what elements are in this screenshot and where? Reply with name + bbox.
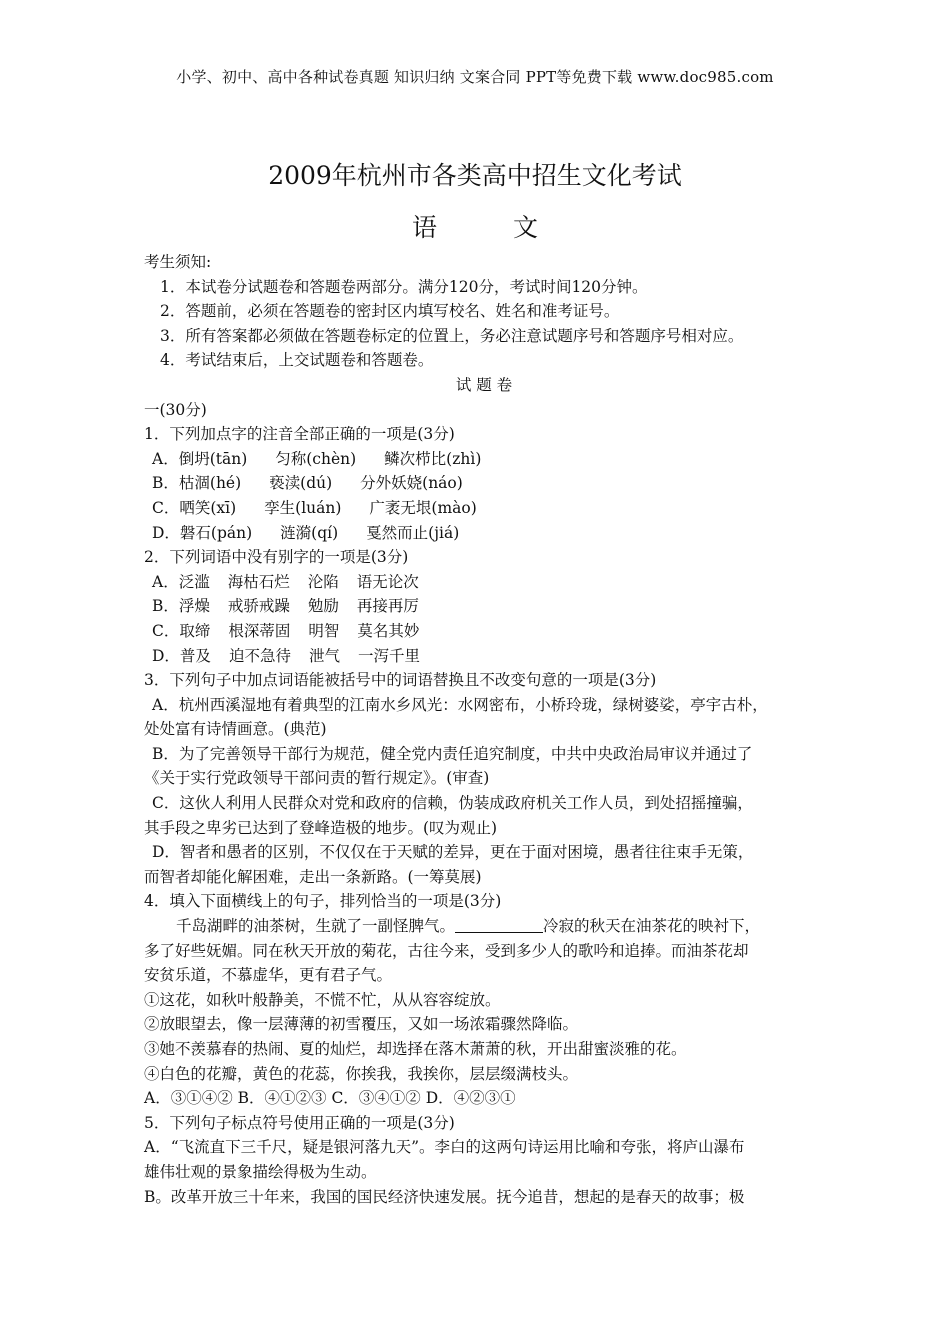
q5-option-b-line1: B。改革开放三十年来，我国的国民经济快速发展。抚今追昔，想起的是春天的故事；极 bbox=[144, 1187, 745, 1206]
q5-option-a-line1: A．“飞流直下三千尺，疑是银河落九天”。李白的这两句诗运用比喻和夸张，将庐山瀑布 bbox=[144, 1138, 745, 1157]
q4-sentence-4: ④白色的花瓣，黄色的花蕊，你挨我，我挨你，层层缀满枝头。 bbox=[144, 1064, 579, 1083]
q2-option-c: C．取缔 根深蒂固 明智 莫名其妙 bbox=[152, 621, 420, 640]
q5-option-a-line2: 雄伟壮观的景象描绘得极为生动。 bbox=[144, 1162, 377, 1181]
q3-option-b-line2: 《关于实行党政领导干部问责的暂行规定》。(审查) bbox=[144, 769, 490, 788]
notice-label: 考生须知: bbox=[144, 253, 212, 271]
exam-title: 2009年杭州市各类高中招生文化考试 bbox=[268, 161, 682, 190]
q4-answer-options: A．③①④② B．④①②③ C．③④①② D．④②③① bbox=[144, 1089, 516, 1108]
question-4-stem: 4．填入下面横线上的句子，排列恰当的一项是(3分) bbox=[144, 892, 502, 911]
notice-item: 2．答题前，必须在答题卷的密封区内填写校名、姓名和准考证号。 bbox=[160, 302, 620, 321]
q4-sentence-3: ③她不羡慕春的热闹、夏的灿烂，却选择在落木萧萧的秋，开出甜蜜淡雅的花。 bbox=[144, 1040, 687, 1058]
q2-option-a: A．泛滥 海枯石烂 沦陷 语无论次 bbox=[152, 572, 419, 591]
q4-passage-line1: 千岛湖畔的油茶树，生就了一副怪脾气。 冷寂的秋天在油茶花的映衬下， bbox=[176, 917, 761, 936]
subject-char-1: 语 bbox=[411, 213, 437, 242]
paper-label: 试 题 卷 bbox=[455, 375, 513, 394]
q2-option-b: B．浮燥 戒骄戒躁 勉励 再接再厉 bbox=[152, 597, 419, 616]
subject-char-2: 文 bbox=[513, 213, 539, 242]
question-3-stem: 3．下列句子中加点词语能被括号中的词语替换且不改变句意的一项是(3分) bbox=[144, 671, 657, 690]
q3-option-b-line1: B．为了完善领导干部行为规范，健全党内责任追究制度，中共中央政治局审议并通过了 bbox=[152, 744, 753, 763]
q3-option-a-line1: A．杭州西溪湿地有着典型的江南水乡风光：水网密布，小桥玲珑，绿树婆娑，亭宇古朴， bbox=[152, 695, 768, 714]
notice-item: 4．考试结束后，上交试题卷和答题卷。 bbox=[160, 351, 434, 370]
notice-item: 3．所有答案都必须做在答题卷标定的位置上，务必注意试题序号和答题序号相对应。 bbox=[160, 326, 744, 345]
question-5-stem: 5．下列句子标点符号使用正确的一项是(3分) bbox=[144, 1113, 455, 1132]
q3-option-d-line2: 而智者却能化解困难，走出一条新路。(一筹莫展) bbox=[144, 867, 482, 886]
answer-blank bbox=[455, 918, 543, 933]
q1-option-c: C．哂笑(xī) 孪生(luán) 广袤无垠(mào) bbox=[152, 498, 477, 517]
notice-item: 1．本试卷分试题卷和答题卷两部分。满分120分，考试时间120分钟。 bbox=[160, 277, 648, 296]
q1-option-b: B．枯涸(hé) 亵渎(dú) 分外妖娆(náo) bbox=[152, 474, 463, 493]
q4-sentence-2: ②放眼望去，像一层薄薄的初雪覆压，又如一场浓霜骤然降临。 bbox=[144, 1015, 579, 1034]
q1-option-d: D．磐石(pán) 涟漪(qí) 戛然而止(jiá) bbox=[152, 523, 460, 542]
q4-sentence-1: ①这花，如秋叶般静美，不慌不忙，从从容容绽放。 bbox=[144, 990, 501, 1009]
q4-passage-line3: 安贫乐道，不慕虚华，更有君子气。 bbox=[144, 966, 393, 985]
q3-option-a-line2: 处处富有诗情画意。(典范) bbox=[144, 720, 327, 739]
q2-option-d: D．普及 迫不急待 泄气 一泻千里 bbox=[152, 646, 420, 665]
q3-option-c-line1: C．这伙人利用人民群众对党和政府的信赖，伪装成政府机关工作人员，到处招摇撞骗， bbox=[152, 794, 753, 813]
q4-passage-line2: 多了好些妩媚。同在秋天开放的菊花，古往今来，受到多少人的歌吟和追捧。而油茶花却 bbox=[144, 941, 749, 960]
q3-option-d-line1: D．智者和愚者的区别，不仅仅在于天赋的差异，更在于面对困境，愚者往往束手无策， bbox=[152, 843, 754, 862]
q3-option-c-line2: 其手段之卑劣已达到了登峰造极的地步。(叹为观止) bbox=[144, 818, 498, 837]
section-heading: 一(30分) bbox=[144, 400, 207, 419]
subject-title bbox=[0, 208, 950, 244]
q1-option-a: A．倒坍(tān) 匀称(chèn) 鳞次栉比(zhì) bbox=[152, 449, 482, 468]
exam-content bbox=[144, 250, 824, 1209]
page-header: 小学、初中、高中各种试卷真题 知识归纳 文案合同 PPT等免费下载 www.doc985.com bbox=[176, 68, 774, 86]
question-2-stem: 2．下列词语中没有别字的一项是(3分) bbox=[144, 548, 409, 567]
question-1-stem: 1．下列加点字的注音全部正确的一项是(3分) bbox=[144, 425, 455, 444]
